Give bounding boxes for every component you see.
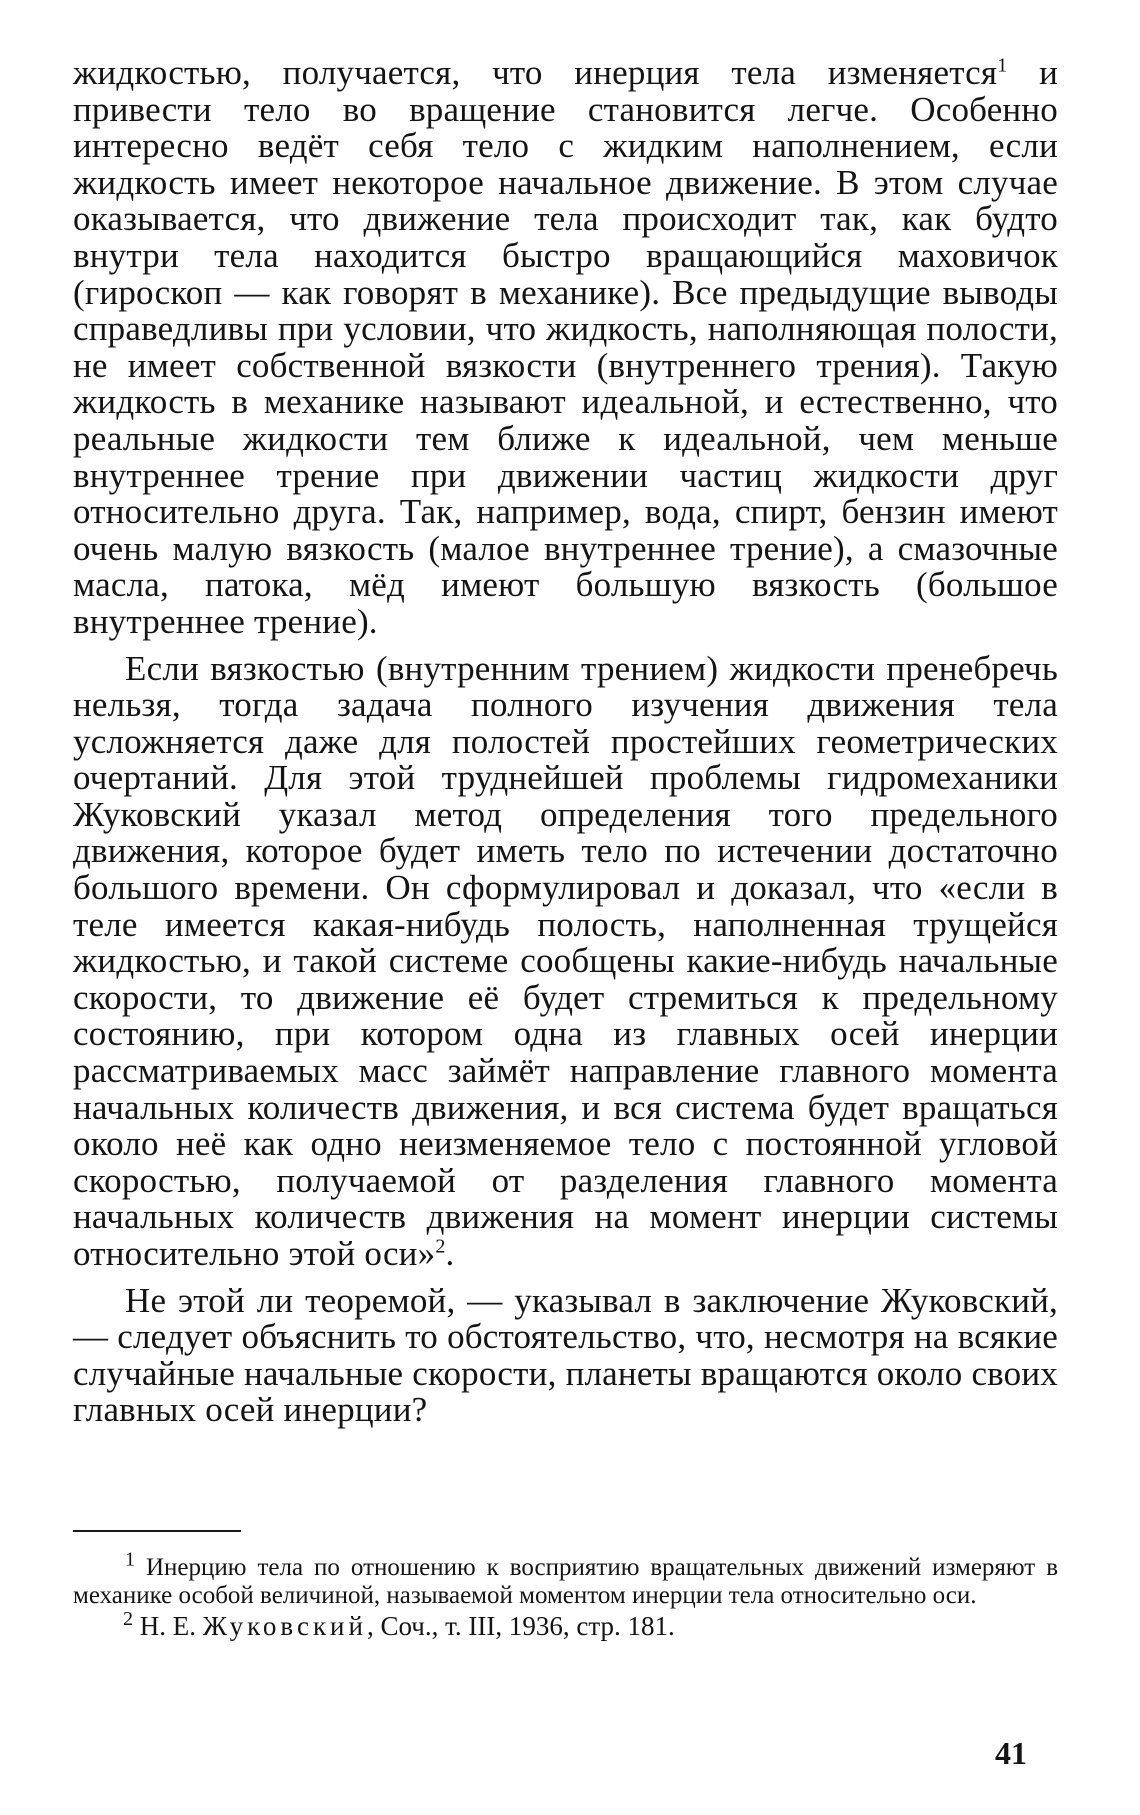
paragraph-3 — [73, 1280, 1058, 1430]
page-number: 41 — [995, 1735, 1027, 1771]
footnote-1-mark: 1 — [125, 1548, 135, 1571]
main-text-block — [73, 55, 1058, 1429]
footnote-2-mark: 2 — [123, 1608, 133, 1630]
paragraph-1 — [73, 55, 1058, 641]
footnote-divider — [73, 1530, 241, 1532]
paragraph-2-text-b: . — [445, 1234, 455, 1273]
footnote-1-text: Инерцию тела по отношению к восприятию вращательных движений измеряют в механике особой величиной, называемой моментом инерции тела относительно оси. — [73, 1554, 1058, 1609]
paragraph-1-text-a: жидкостью, получается, что инерция тела изменяется — [73, 53, 998, 92]
paragraph-3-text: Не этой ли теоремой, — указывал в заключение Жуковский,— следует объяснить то обстоятельство, что, несмотря на всякие случайные начальные скорости, планеты вращаются около своих главных осей инерции? — [73, 1280, 1058, 1430]
footnotes-block — [73, 1548, 1058, 1641]
paragraph-1-text-b: и привести тело во вращение становится легче. Особенно интересно ведёт себя тело с жидким наполнением, если жидкость имеет некоторое начальное движение. В этом случае оказывается, что движение тела происходит так, как будто внутри тела находится быстро вращающийся маховичок (гироскоп — как говорят в механике). Все предыдущие выводы справедливы при условии, что жидкость, наполняющая полости, не имеет собственной вязкости (внутреннего трения). Такую жидкость в механике называют идеальной, и естественно, что реальные жидкости тем ближе к идеальной, чем меньше внутреннее трение при движении частиц жидкости друг относительно друга. Так, например, вода, спирт, бензин имеют очень малую вязкость (малое внутреннее трение), а смазочные масла, патока, мёд имеют большую вязкость (большое внутреннее трение). — [73, 53, 1058, 641]
footnote-1 — [73, 1548, 1058, 1609]
footnote-2-citation: , Соч., т. III, 1936, стр. 181. — [366, 1611, 675, 1641]
footnote-ref-1: 1 — [997, 54, 1008, 77]
paragraph-2-text-a: Если вязкостью (внутренним трением) жидкости пренебречь нельзя, тогда задача полного изучения движения тела усложняется даже для полостей простейших геометрических очертаний. Для этой труднейшей проблемы гидромеханики Жуковский указал метод определения того предельного движения, которое будет иметь тело по истечении достаточно большого времени. Он сформулировал и доказал, что «если в теле имеется какая-нибудь полость, наполненная трущейся жидкостью, и такой системе сообщены какие-нибудь начальные скорости, то движение её будет стремиться к предельному состоянию, при котором одна из главных осей инерции рассматриваемых масс займёт направление главного момента начальных количеств движения, и вся система будет вращаться около неё как одно неизменяемое тело с постоянной угловой скоростью, получаемой от разделения главного момента начальных количеств движения на момент инерции системы относительно этой оси» — [73, 648, 1058, 1273]
paragraph-2 — [73, 648, 1058, 1273]
footnote-2-author: Жуковский — [202, 1611, 367, 1641]
footnote-2 — [73, 1608, 1058, 1641]
footnote-2-initials: Н. Е. — [133, 1611, 203, 1641]
footnote-ref-2: 2 — [435, 1235, 446, 1258]
